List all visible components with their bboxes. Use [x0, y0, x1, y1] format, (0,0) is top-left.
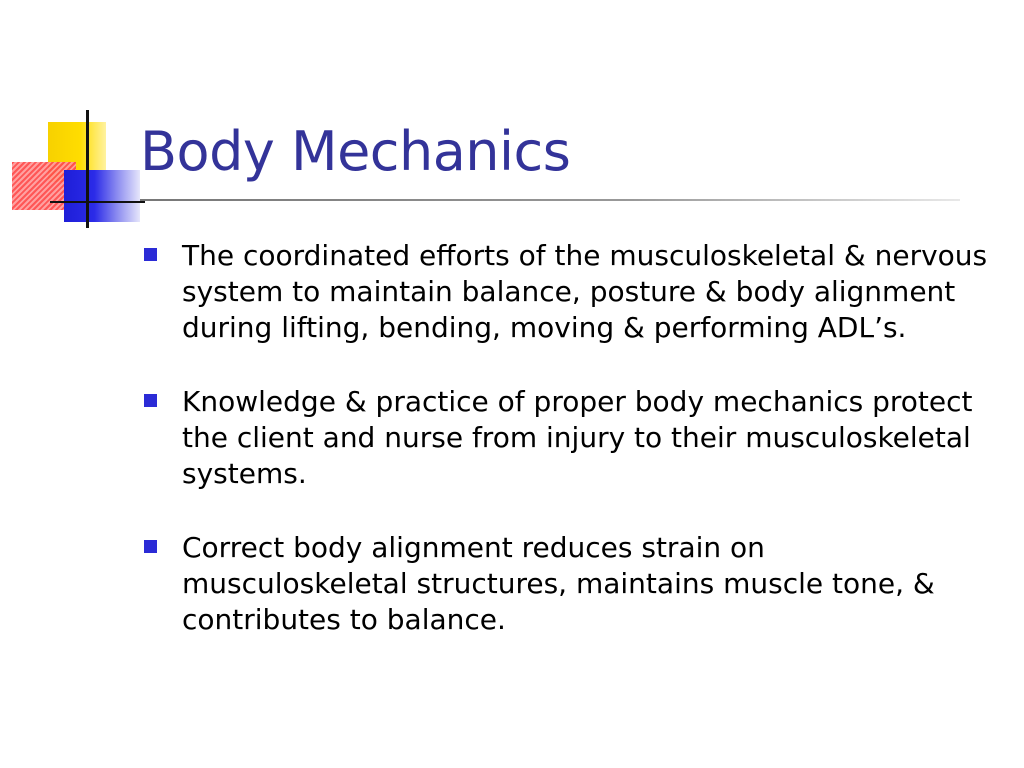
- bullet-text: Knowledge & practice of proper body mechanics protect the client and nurse from injury to their musculoskeletal systems.: [182, 385, 973, 490]
- logo-horizontal-line: [50, 201, 145, 203]
- bullet-text: The coordinated efforts of the musculoskeletal & nervous system to maintain balance, posture & body alignment during lifting, bending, moving & performing ADL’s.: [182, 239, 988, 344]
- title-underline: [140, 199, 960, 201]
- bullet-item: [142, 530, 992, 638]
- bullet-item: [142, 238, 992, 346]
- bullet-list: [142, 238, 992, 676]
- slide-title: Body Mechanics: [140, 120, 571, 183]
- logo-vertical-line: [86, 110, 89, 228]
- bullet-text: Correct body alignment reduces strain on musculoskeletal structures, maintains muscle tone, & contributes to balance.: [182, 531, 935, 636]
- bullet-item: [142, 384, 992, 492]
- corner-logo-decoration: [0, 0, 160, 240]
- blue-square: [64, 170, 140, 222]
- square-bullet-icon: [144, 540, 157, 553]
- square-bullet-icon: [144, 248, 157, 261]
- square-bullet-icon: [144, 394, 157, 407]
